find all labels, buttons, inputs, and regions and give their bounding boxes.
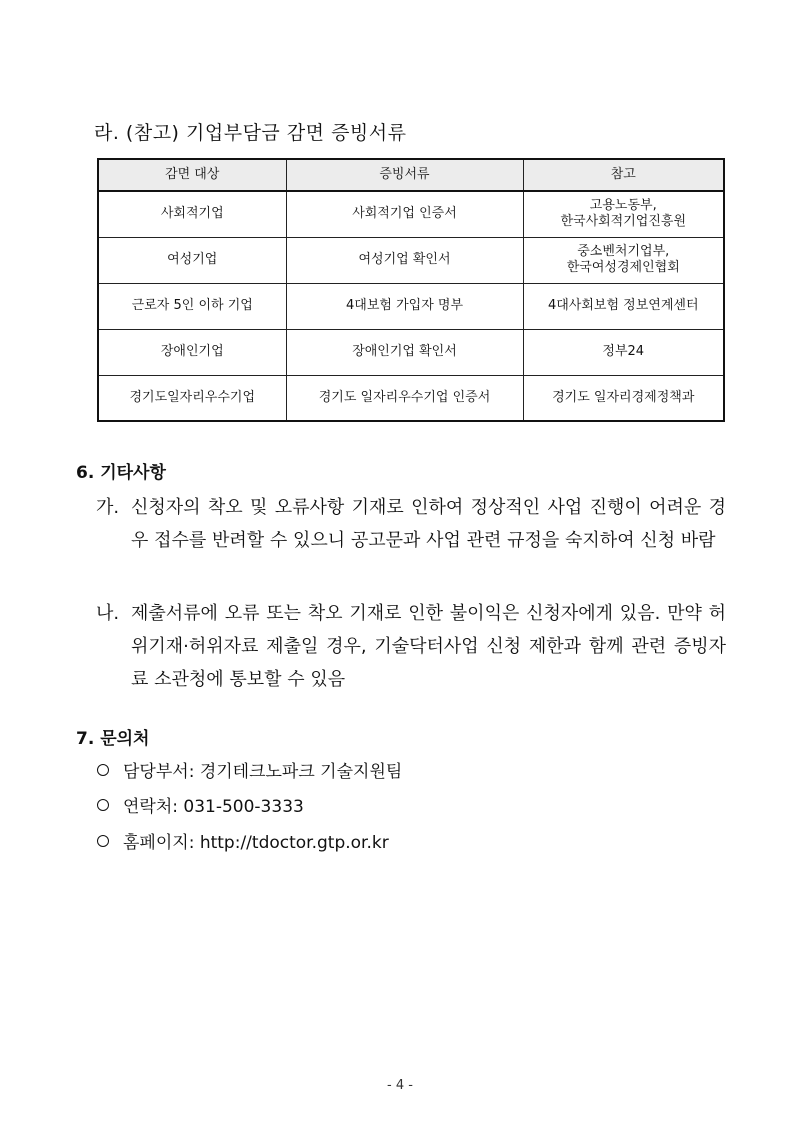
circle-bullet-icon	[97, 764, 109, 776]
section-6-item-ga	[96, 491, 726, 557]
table-header-cell: 참고	[523, 159, 724, 191]
item-marker: 가.	[96, 497, 120, 518]
table-cell: 사회적기업	[98, 191, 286, 237]
table-header-cell: 감면 대상	[98, 159, 286, 191]
item-text: 신청자의 착오 및 오류사항 기재로 인하여 정상적인 사업 진행이 어려운 경우 접수를 반려할 수 있으니 공고문과 사업 관련 규정을 숙지하여 신청 바람	[131, 497, 726, 551]
circle-bullet-icon	[97, 835, 109, 847]
contact-department	[97, 760, 402, 784]
section-7-title: 7. 문의처	[76, 729, 150, 749]
subsection-title: 라. (참고) 기업부담금 감면 증빙서류	[94, 122, 407, 144]
table-cell: 근로자 5인 이하 기업	[98, 283, 286, 329]
table-header-row	[98, 159, 724, 191]
table-cell: 사회적기업 인증서	[286, 191, 523, 237]
page-number: - 4 -	[387, 1078, 413, 1093]
table-cell: 여성기업 확인서	[286, 237, 523, 283]
table-cell: 중소벤처기업부, 한국여성경제인협회	[523, 237, 724, 283]
contact-homepage-link[interactable]: 홈페이지: http://tdoctor.gtp.or.kr	[123, 833, 389, 853]
table-row	[98, 237, 724, 283]
contact-text: 연락처: 031-500-3333	[123, 797, 304, 817]
item-marker: 나.	[96, 603, 120, 624]
circle-bullet-icon	[97, 799, 109, 811]
table-cell: 장애인기업 확인서	[286, 329, 523, 375]
table-cell: 여성기업	[98, 237, 286, 283]
table-row	[98, 283, 724, 329]
item-text: 제출서류에 오류 또는 착오 기재로 인한 불이익은 신청자에게 있음. 만약 허위기재·허위자료 제출일 경우, 기술닥터사업 신청 제한과 함께 관련 증빙자료 소관청에 통보할 수 있음	[131, 603, 726, 690]
table-cell: 경기도 일자리우수기업 인증서	[286, 375, 523, 421]
section-6-item-na	[96, 597, 726, 696]
table-cell: 정부24	[523, 329, 724, 375]
table-cell: 경기도 일자리경제정책과	[523, 375, 724, 421]
table-cell: 경기도일자리우수기업	[98, 375, 286, 421]
table-row	[98, 375, 724, 421]
contact-phone	[97, 795, 304, 819]
table-cell: 고용노동부, 한국사회적기업진흥원	[523, 191, 724, 237]
contact-text: 담당부서: 경기테크노파크 기술지원팀	[123, 762, 403, 782]
contact-homepage	[97, 831, 389, 855]
table-cell: 4대사회보험 정보연계센터	[523, 283, 724, 329]
table-cell: 4대보험 가입자 명부	[286, 283, 523, 329]
section-6-title: 6. 기타사항	[76, 463, 166, 483]
table-header-cell: 증빙서류	[286, 159, 523, 191]
table-row	[98, 329, 724, 375]
table-row	[98, 191, 724, 237]
table-cell: 장애인기업	[98, 329, 286, 375]
reduction-evidence-table	[97, 158, 725, 422]
